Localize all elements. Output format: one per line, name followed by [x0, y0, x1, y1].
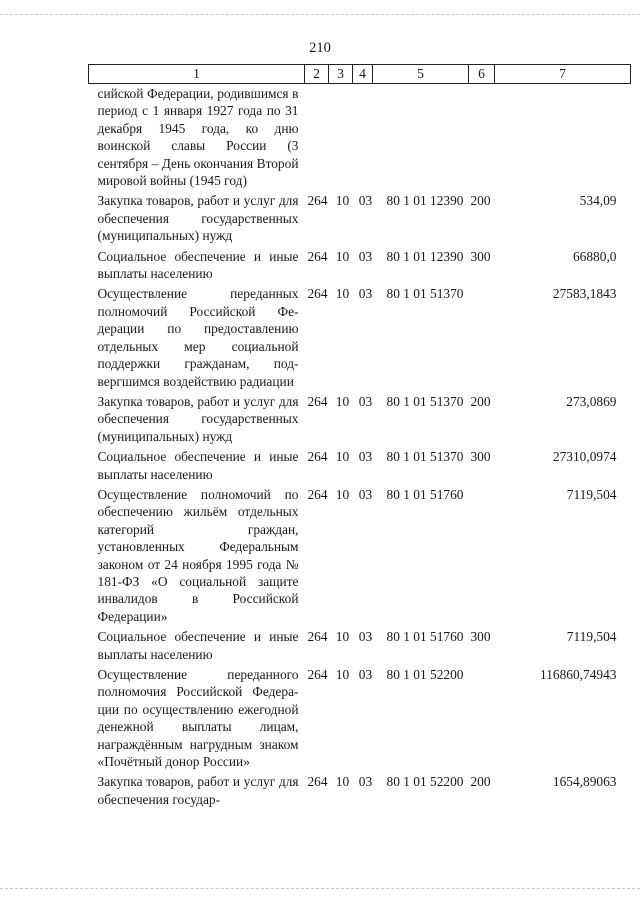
expense-type-code — [469, 486, 493, 503]
expense-type-code: 300 — [470, 248, 491, 264]
section-code: 10 — [335, 774, 350, 790]
classification-codes — [305, 485, 495, 627]
classification-codes — [305, 247, 495, 285]
amount: 7119,504 — [566, 629, 617, 645]
section-code: 10 — [335, 629, 350, 645]
section-code: 10 — [335, 393, 350, 409]
target-article-code: 80 1 01 12390 — [386, 248, 464, 264]
classification-codes — [305, 665, 495, 772]
target-article-code: 80 1 01 51370 — [386, 449, 464, 465]
table-row — [89, 392, 631, 447]
table-row — [89, 665, 631, 772]
admin-code: 264 — [307, 486, 328, 502]
admin-code: 264 — [307, 629, 328, 645]
admin-code: 264 — [307, 449, 328, 465]
expense-name: Социальное обеспечение и иные выплаты населению — [97, 449, 299, 482]
section-code: 10 — [335, 193, 350, 209]
subsection-code: 03 — [358, 486, 373, 502]
bottom-edge-line — [0, 888, 640, 889]
admin-code: 264 — [307, 393, 328, 409]
top-edge-line — [0, 14, 640, 15]
table-row — [89, 627, 631, 665]
target-article-code: 80 1 01 51760 — [386, 629, 464, 645]
subsection-code: 03 — [358, 248, 373, 264]
classification-codes — [305, 447, 495, 485]
expense-name: Закупка товаров, работ и услуг для обеспечения государственных (муниципальных) нужд — [97, 193, 299, 244]
target-article-code: 80 1 01 51760 — [386, 486, 464, 502]
table-row — [89, 191, 631, 246]
column-header-1: 1 — [89, 65, 305, 84]
table-row — [89, 247, 631, 285]
amount: 116860,74943 — [540, 667, 617, 682]
classification-codes — [305, 191, 495, 246]
section-code: 10 — [335, 486, 350, 502]
target-article-code: 80 1 01 52200 — [386, 667, 464, 682]
amount: 27310,0974 — [552, 449, 617, 465]
section-code: 10 — [335, 286, 350, 302]
subsection-code: 03 — [358, 449, 373, 465]
classification-codes — [305, 627, 495, 665]
target-article-code: 80 1 01 52200 — [386, 774, 464, 790]
amount: 1654,89063 — [552, 774, 617, 790]
column-header-3: 3 — [329, 65, 353, 84]
amount: 27583,1843 — [552, 286, 617, 302]
amount: 7119,504 — [566, 486, 617, 502]
classification-codes — [305, 772, 495, 810]
classification-codes — [305, 84, 495, 192]
subsection-code: 03 — [358, 774, 373, 790]
column-header-2: 2 — [305, 65, 329, 84]
admin-code: 264 — [307, 667, 328, 682]
section-code: 10 — [335, 667, 350, 682]
table-row — [89, 447, 631, 485]
classification-codes — [305, 392, 495, 447]
amount: 273,0869 — [566, 393, 617, 409]
expense-name: Осуществление полномочий по обеспечению жильём отдельных категорий граждан, установленных Федеральным законом от 24 ноября 1995 года № 181-ФЗ «О социальной защите инвалидов в Российской Федерации» — [97, 486, 299, 624]
column-header-5: 5 — [373, 65, 469, 84]
admin-code: 264 — [307, 286, 328, 302]
section-code: 10 — [335, 248, 350, 264]
target-article-code: 80 1 01 51370 — [386, 286, 464, 302]
budget-table — [88, 64, 631, 810]
subsection-code: 03 — [358, 393, 373, 409]
amount: 66880,0 — [572, 248, 617, 264]
column-header-6: 6 — [469, 65, 495, 84]
classification-codes — [305, 284, 495, 391]
expense-type-code: 200 — [470, 774, 491, 790]
column-header-7: 7 — [495, 65, 631, 84]
admin-code: 264 — [307, 193, 328, 209]
expense-name: Закупка товаров, работ и услуг для обеспечения государственных (муниципальных) нужд — [97, 393, 299, 444]
expense-name: Осуществление переданного полномочия Российской Федерации по осуществлению ежегодной денежной выплаты лицам, награждённым нагрудным знаком «Почётный донор России» — [97, 667, 299, 770]
expense-type-code: 200 — [470, 393, 491, 409]
expense-type-code — [469, 666, 493, 683]
expense-name: Закупка товаров, работ и услуг для обеспечения государ- — [97, 774, 299, 807]
target-article-code: 80 1 01 12390 — [386, 193, 464, 209]
expense-type-code: 300 — [470, 629, 491, 645]
expense-type-code: 200 — [470, 193, 491, 209]
page-number: 210 — [309, 40, 331, 56]
subsection-code: 03 — [358, 286, 373, 302]
expense-type-code: 300 — [470, 449, 491, 465]
amount: 534,09 — [579, 193, 617, 209]
table-row — [89, 485, 631, 627]
admin-code: 264 — [307, 248, 328, 264]
expense-name: сийской Федерации, родившимся в период с 1 января 1927 года по 31 декабря 1945 года, ко дню воинской славы России (3 сентября – День окончания Второй мировой войны (1945 год) — [97, 86, 299, 189]
expense-name: Социальное обеспечение и иные выплаты населению — [97, 248, 299, 282]
amount — [495, 84, 631, 192]
expense-type-code — [469, 285, 493, 302]
subsection-code: 03 — [358, 667, 373, 682]
table-row — [89, 772, 631, 810]
table-header-row — [89, 65, 631, 84]
expense-name: Осуществление переданных полномочий Российской Федерации по предоставлению отдельных мер социальной поддержки гражданам, подвергшимся воздействию радиации — [97, 286, 299, 389]
subsection-code: 03 — [358, 193, 373, 209]
column-header-4: 4 — [353, 65, 373, 84]
expense-name: Социальное обеспечение и иные выплаты населению — [97, 629, 299, 662]
subsection-code: 03 — [358, 629, 373, 645]
admin-code: 264 — [307, 774, 328, 790]
target-article-code: 80 1 01 51370 — [386, 393, 464, 409]
table-row — [89, 284, 631, 391]
table-row — [89, 84, 631, 192]
section-code: 10 — [335, 449, 350, 465]
